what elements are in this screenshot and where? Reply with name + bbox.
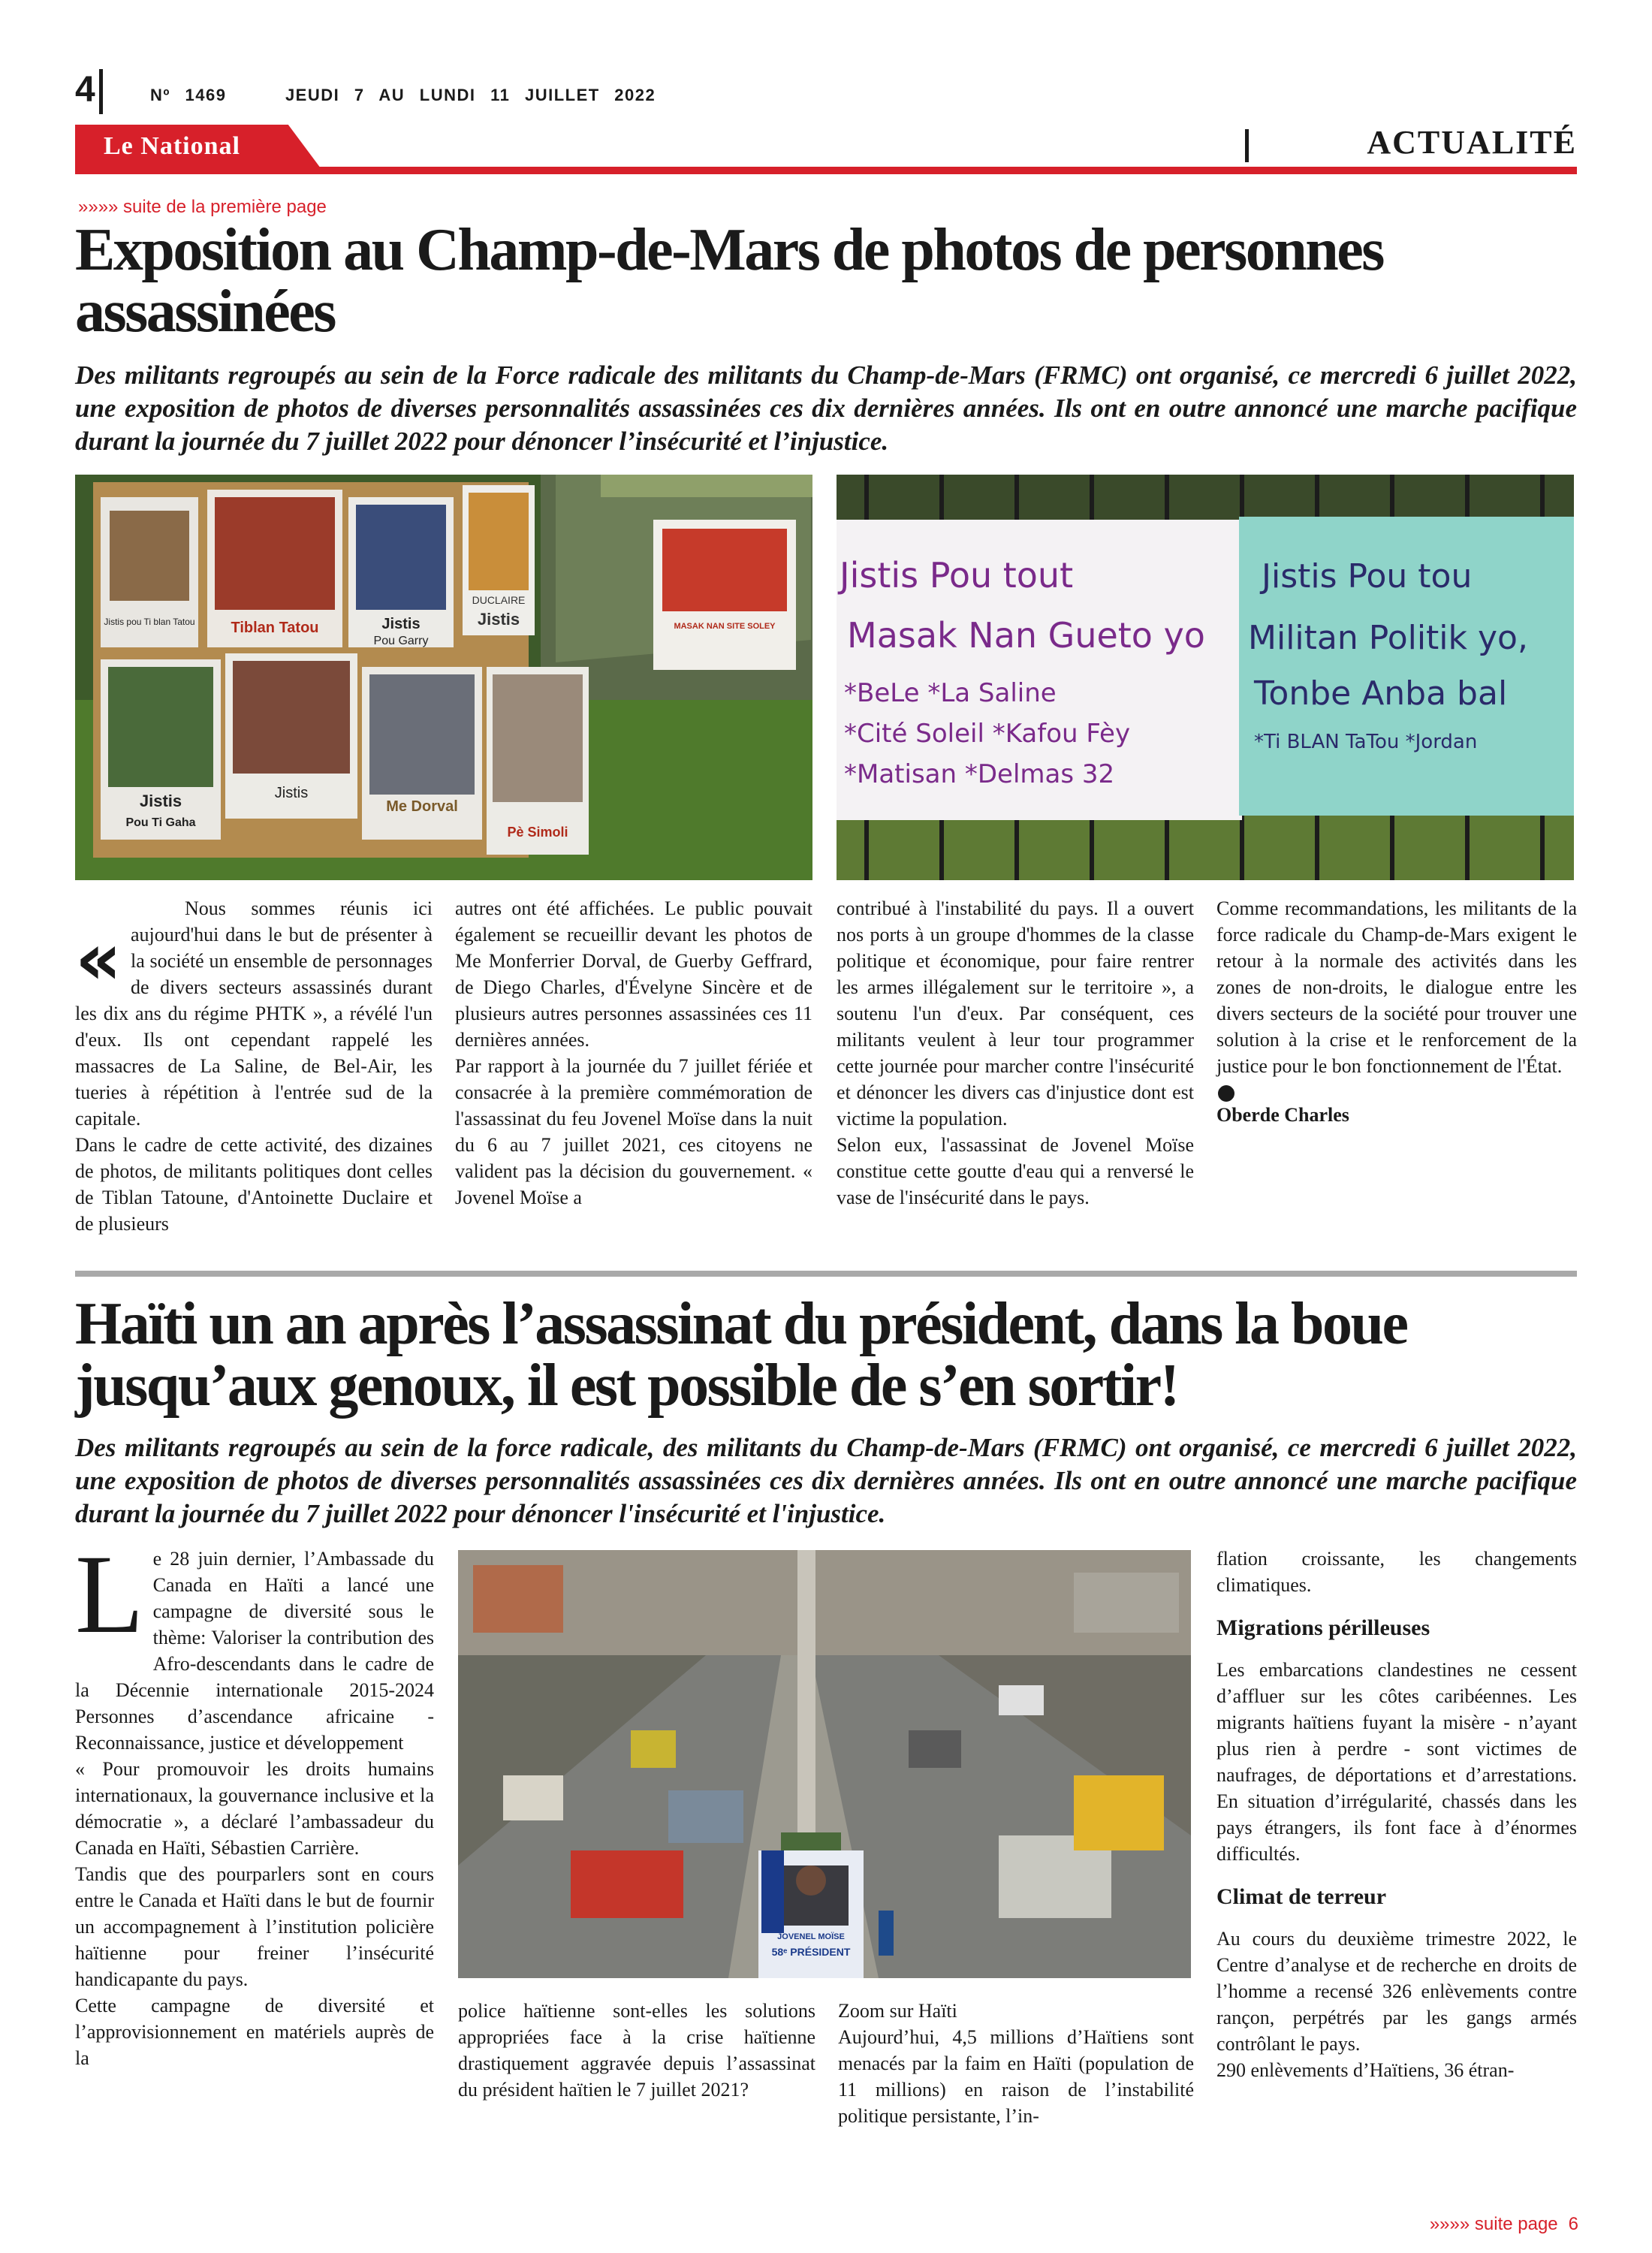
article1-col1-para1: Nous sommes réunis ici aujourd'hui dans le but de présenter à la société un ensemble de personnages de divers secteurs assassinés durant les dix ans du régime PHTK », a révélé l'un d'eux. Ils ont cependant rappelé les massacres de La Saline, de Bel-Air, les tueries à répétition à l'entrée sud de la capitale. [75,897,433,1130]
article1-col4-para1: Comme recommandations, les militants de la force radicale du Champ-de-Mars exigent le retour à la normale des activités dans les zones de non-droits, le dialogue entre les divers secteurs de la société pour trouver une solution à la crise et le renforcement de la justice pour le bon fonctionnement de l'État. [1216,897,1577,1077]
poster-name: JOVENEL MOÏSE [777,1932,845,1941]
portrait-caption-9: Pou Ti Gaha [125,816,196,829]
issue-date-line [150,86,656,105]
page-number: 4 [75,70,95,110]
article1-column-4 [1216,895,1577,1128]
article1-column-3 [837,895,1194,1211]
article1-headline: Exposition au Champ-de-Mars de photos de personnes assassinées [75,217,1383,345]
article1-col3-para1: contribué à l'instabilité du pays. Il a ouvert nos ports à un groupe d'hommes de la classe politique et économique, pour faire rentrer les armes illégalement sur le territoire », a soutenu l'un d'eux. Par conséquent, ces militants veulent à leur tour programmer cette journée pour marcher contre l'insécurité et dénoncer les divers cas d'injustice dont est victime la population. [837,897,1194,1130]
article-divider [75,1271,1577,1277]
continued-from: »»»» suite de la première page [78,197,327,217]
article2-col4-para3: Au cours du deuxième trimestre 2022, le Centre d’analyse et de recherche en droits de l’homme a recensé 326 enlèvements contre rançon, perpétrés par les gangs armés contrôlant le pays. [1216,1928,1577,2055]
portrait-caption-12: Pè Simoli [507,825,568,840]
section-divider [1245,129,1249,162]
continued-to-page: 6 [1568,2214,1578,2234]
portrait-caption-2: Tiblan Tatou [231,620,319,636]
banner2-line3: Tonbe Anba bal [1254,674,1508,713]
article1-column-2 [455,895,812,1211]
page-number-divider [99,69,103,114]
portrait-caption-5: DUCLAIRE [472,594,526,606]
article2-col2-para1: police haïtienne sont-elles les solutions appropriées face à la crise haïtienne drastiquement aggravée depuis l’assassinat du président haïtien le 7 juillet 2021? [458,2000,815,2101]
portrait-caption-7: MASAK NAN SITE SOLEY [674,622,776,631]
article2-col1-para4: Cette campagne de diversité et l’approvisionnement en matériels auprès de la [75,1995,434,2069]
photo-street-traffic [458,1550,1191,1978]
article1-byline: Oberde Charles [1216,1104,1349,1126]
photo-portrait-wall [75,475,812,880]
portrait-caption-8: Jistis [139,792,182,810]
poster-subtitle: 58ᵉ PRÉSIDENT [771,1946,851,1958]
opening-quote-mark: « [75,917,122,1001]
article2-col4-para4: 290 enlèvements d’Haïtiens, 36 étran- [1216,2059,1515,2081]
article2-col3-para1: Zoom sur Haïti [838,2000,957,2022]
portrait-caption-4: Pou Garry [373,635,429,647]
drop-cap: L [75,1532,144,1657]
banner2-line4: *Ti BLAN TaTou *Jordan [1254,731,1478,753]
article2-col4-para2: Les embarcations clandestines ne cessent d’affluer sur les côtes caribéennes. Les migrants haïtiens fuyant la misère - n’ayant plus rien à perdre - sont victimes de naufrages, de déportations et d’arrestations. En situation d’irrégularité, chassés dans les pays étrangers, ils font face à d’énormes difficultés. [1216,1659,1577,1865]
article1-column-1 [75,895,433,1237]
article2-column-2 [458,1998,815,2103]
article2-col1-para1: e 28 juin dernier, l’Ambassade du Canada en Haïti a lancé une campagne de diversité sous le thème: Valoriser la contribution des Afro-descendants dans le cadre de la Décennie internationale 2015-2024 Personnes d’ascendance africaine - Reconnaissance, justice et développement [75,1548,434,1754]
portrait-caption-11: Me Dorval [386,798,458,815]
issue-number: Nº 1469 [150,86,227,104]
continued-to[interactable] [1430,2214,1578,2235]
photo-justice-banners [837,475,1574,880]
banner2-line2: Militan Politik yo, [1248,619,1528,657]
article1-col3-para2: Selon eux, l'assassinat de Jovenel Moïse constitue cette goutte d'eau qui a renversé le vase de l'insécurité dans le pays. [837,1134,1194,1208]
subhead-climat: Climat de terreur [1216,1884,1387,1909]
banner1-line1: Jistis Pou tout [840,555,1074,596]
article2-column-4 [1216,1546,1577,2083]
article2-col4-para1: flation croissante, les changements climatiques. [1216,1548,1577,1596]
article2-lede: Des militants regroupés au sein de la force radicale, des militants du Champ-de-Mars (FRMC) ont organisé, ce mercredi 6 juillet 2022, une exposition de photos de diverses personnalités assassinées ces dix dernières années. Ils ont en outre annoncé une marche pacifique durant la journée du 7 juillet 2022 pour dénoncer l'insécurité et l'injustice. [75,1433,1577,1528]
article1-col2-para2: Par rapport à la journée du 7 juillet fériée et consacrée à la première commémoration de l'assassinat du feu Jovenel Moïse dans la nuit du 6 au 7 juillet 2021, ces citoyens ne valident pas la décision du gouvernement. « Jovenel Moïse a [455,1055,812,1208]
portrait-caption-10: Jistis [274,785,309,801]
banner2-line1: Jistis Pou tou [1262,557,1473,596]
banner1-line2: Masak Nan Gueto yo [847,615,1205,656]
article-end-icon [1218,1085,1234,1102]
subhead-migrations: Migrations périlleuses [1216,1615,1430,1640]
issue-date: JEUDI 7 AU LUNDI 11 JUILLET 2022 [285,86,656,104]
banner1-line5: *Matisan *Delmas 32 [844,759,1115,789]
banner1-line3: *BeLe *La Saline [844,678,1057,708]
article2-col1-para2: « Pour promouvoir les droits humains internationaux, la gouvernance inclusive et la démocratie », a déclaré l’ambassadeur du Canada en Haïti, Sébastien Carrière. [75,1758,434,1859]
brand-logo: Le National [104,132,240,160]
article2-headline: Haïti un an après l’assassinat du président, dans la boue jusqu’aux genoux, il est possible de s’en sortir! [75,1291,1407,1419]
banner1-line4: *Cité Soleil *Kafou Fèy [844,719,1131,749]
portrait-caption-1: Jistis pou Ti blan Tatou [104,617,195,627]
continued-to-label: »»»» suite page [1429,2214,1558,2234]
article1-lede: Des militants regroupés au sein de la Force radicale des militants du Champ-de-Mars (FRMC) ont organisé, ce mercredi 6 juillet 2022, une exposition de photos de diverses personnalités assassinées ces dix dernières années. Ils ont en outre annoncé une marche pacifique durant la journée du 7 juillet 2022 pour dénoncer l’insécurité et l’injustice. [75,360,1577,456]
article2-column-3 [838,1998,1194,2129]
article2-column-1 [75,1532,434,2071]
section-label: ACTUALITÉ [1367,124,1577,161]
article1-col2-para1: autres ont été affichées. Le public pouvait également se recueillir devant les photos de Me Monferrier Dorval, de Guerby Geffrard, de Diego Charles, d'Évelyne Sincère et de plusieurs autres personnes assassinées ces 11 dernières années. [455,897,812,1051]
portrait-caption-6: Jistis [477,610,520,629]
article2-col3-para2: Aujourd’hui, 4,5 millions d’Haïtiens sont menacés par la faim en Haïti (population de 11 millions) en raison de l’instabilité politique persistante, l’in- [838,2026,1194,2127]
header-rule [75,167,1577,174]
article2-col1-para3: Tandis que des pourparlers sont en cours entre le Canada et Haïti dans le but de fournir un accompagnement à l’institution policière haïtienne pour freiner l’insécurité handicapante du pays. [75,1863,434,1990]
portrait-caption-3: Jistis [381,616,421,632]
article1-col1-para2: Dans le cadre de cette activité, des dizaines de photos, de militants politiques dont celles de Tiblan Tatoune, d'Antoinette Duclaire et de plusieurs [75,1134,433,1235]
